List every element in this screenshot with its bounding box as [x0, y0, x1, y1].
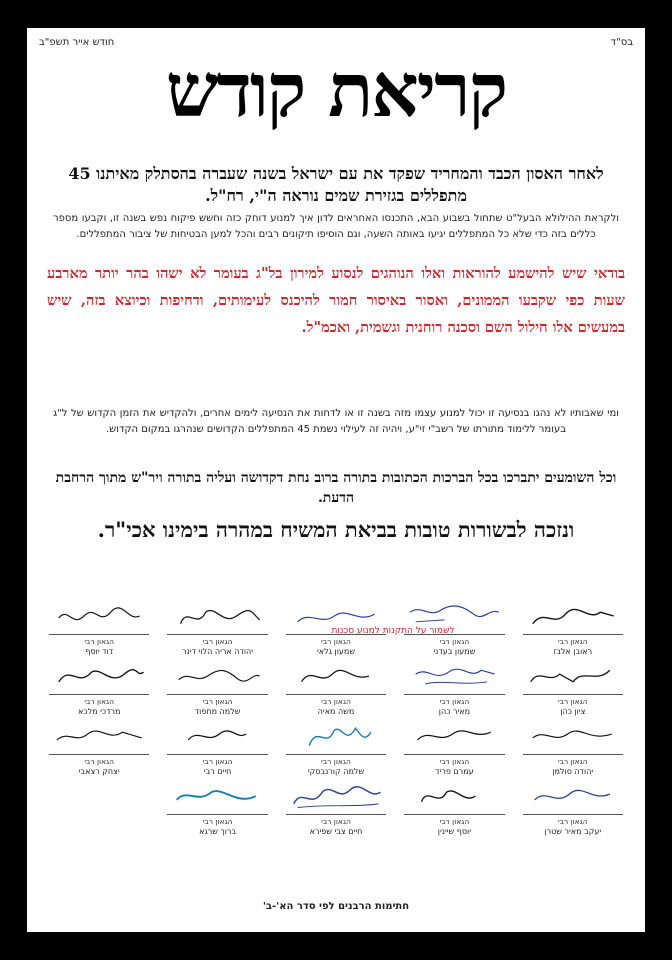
handwritten-signature-icon — [288, 782, 384, 812]
signature-block: הגאון רבי שמעון בעדני — [400, 600, 508, 660]
signature-block: הגאון רבי יהודה אריה הלוי דינר — [163, 600, 271, 660]
handwritten-signature-icon — [525, 782, 621, 812]
header-bsd: בס"ד — [610, 37, 633, 48]
handwritten-signature-icon — [51, 722, 147, 752]
handwritten-signature-icon — [525, 602, 621, 632]
handwritten-signature-icon — [525, 722, 621, 752]
header-date: חודש אייר תשפ"ב — [39, 37, 115, 48]
signature-block: הגאון רבי ברוך שרגא — [163, 780, 271, 840]
blessing-paragraph: וכל השומעים יתברכו בכל הברכות הכתובות בתורה ברוב נחת דקדושה ועליה בתורה ויר"ש מתוך הרחבת הדעת. — [55, 470, 617, 506]
red-stamp-note: לשמור על התקנות למנוע סכנות — [331, 626, 455, 636]
signature-block: הגאון רבי ציון כהן — [519, 660, 627, 720]
signature-block: הגאון רבי יוסף שיינין — [400, 780, 508, 840]
signature-block: הגאון רבי יהודה סולמן — [519, 720, 627, 780]
signature-block: הגאון רבי מרדכי מלכא — [45, 660, 153, 720]
signature-block: הגאון רבי ראובן אלבז — [519, 600, 627, 660]
handwritten-signature-icon — [51, 602, 147, 632]
handwritten-signature-icon — [525, 662, 621, 692]
body-paragraph-2: ומי שאבותיו לא נהגו בנסיעה זו יכול למנוע עצמו מזה בשנה זו או לדחות את הנסיעה לימים אחרים, ולהקדיש את הזמן הקדוש של ל"ג בעומר ללימוד מתורתו של רשב"י זי"ע, ויהיה זה לעילוי נשמת 45 המתפללים הקדושים שנהרגו במקום הקדוש. — [53, 408, 619, 435]
signatures-grid — [45, 600, 627, 900]
proclamation-sheet — [27, 28, 645, 932]
handwritten-signature-icon — [288, 662, 384, 692]
signature-block: הגאון רבי יעקב מאיר שטרן — [519, 780, 627, 840]
handwritten-signature-icon — [288, 722, 384, 752]
closing-blessing: ונזכה לבשורות טובות בביאת המשיח במהרה בימינו אכי"ר. — [97, 517, 575, 542]
body-paragraph-1: ולקראת ההילולא הבעל"ט שתחול בשבוע הבא, התכנסו האחראים לדון איך למנוע דוחק כזה וחשש פיקוח נפש בשנה זו, וקבעו מספר כללים בזה כדי שלא כל המתפללים יגיעו באותה השעה, וגם הוסיפו תיקונים רבים והכל למען הבטיחות של ציבור המתפללים. — [53, 213, 619, 240]
handwritten-signature-icon — [406, 782, 502, 812]
signature-block: הגאון רבי שמעון גלאי — [282, 600, 390, 660]
signature-block: הגאון רבי מאיר כהן — [400, 660, 508, 720]
handwritten-signature-icon — [169, 782, 265, 812]
intro-paragraph: לאחר האסון הכבד והמחריד שפקד את עם ישראל בשנה שעברה בהסתלק מאיתנו 45 מתפללים בגזירת שמים נוראה ה"י, רח"ל. — [68, 164, 604, 205]
handwritten-signature-icon — [51, 662, 147, 692]
handwritten-signature-icon — [169, 722, 265, 752]
signature-block: הגאון רבי עמרם פריד — [400, 720, 508, 780]
signature-block: הגאון רבי משה מאיה — [282, 660, 390, 720]
signature-block: הגאון רבי חיים צבי שפירא — [282, 780, 390, 840]
handwritten-signature-icon — [406, 722, 502, 752]
page-title: קריאת קודש — [165, 48, 507, 134]
signature-block: הגאון רבי דוד יוסף — [45, 600, 153, 660]
red-warning-paragraph: בודאי שיש להישמע להוראות ואלו הנוהגים לנסוע למירון בל"ג בעומר לא ישהו בהר יותר מארבע שעות כפי שקבעו הממונים, ואסור באיסור חמור להיכנס לעימותים, ודחיפות וכיוצא בזה, שיש במעשים אלו חילול השם וסכנה רוחנית וגשמית, ואכמ"ל. — [47, 265, 625, 336]
handwritten-signature-icon — [169, 602, 265, 632]
signature-block: הגאון רבי שלמה קורנבסקי — [282, 720, 390, 780]
handwritten-signature-icon — [169, 662, 265, 692]
handwritten-signature-icon — [406, 662, 502, 692]
signature-block: הגאון רבי שלמה מחפוד — [163, 660, 271, 720]
signature-block: הגאון רבי חיים רבי — [163, 720, 271, 780]
signature-block: הגאון רבי יצחק רצאבי — [45, 720, 153, 780]
signatures-footer: חתימות הרבנים לפי סדר הא'-ב' — [262, 901, 410, 912]
